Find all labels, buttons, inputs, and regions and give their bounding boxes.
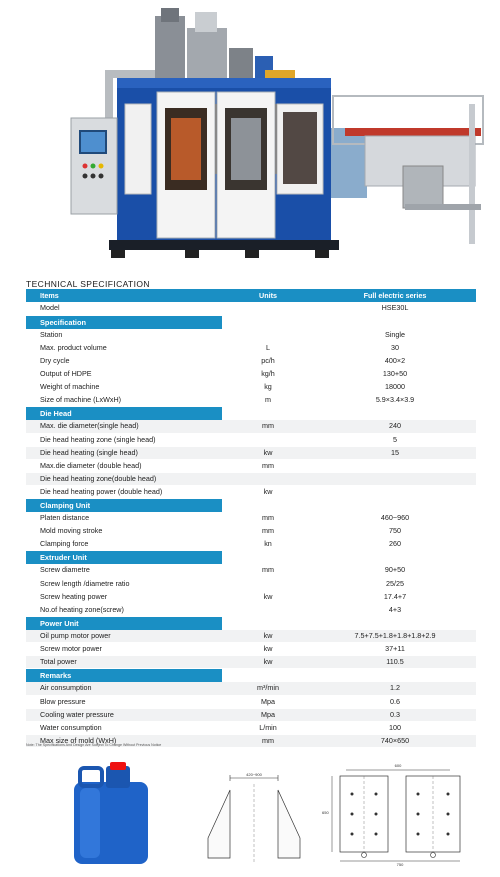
- row-item: Blow pressure: [26, 695, 222, 708]
- row-value: 100: [314, 721, 476, 734]
- dim-top-label: 420~900: [246, 772, 262, 777]
- row-item: Air consumption: [26, 682, 222, 695]
- row-unit: mm: [222, 420, 314, 433]
- row-value: 25/25: [314, 577, 476, 590]
- row-item: Max.die diameter (double head): [26, 459, 222, 472]
- canister-photo: [66, 760, 156, 866]
- row-unit: kw: [222, 485, 314, 498]
- table-row: [26, 459, 476, 472]
- header-units: Units: [222, 289, 314, 302]
- table-row: [26, 682, 476, 695]
- row-item: Total power: [26, 656, 222, 669]
- row-value: 0.3: [314, 708, 476, 721]
- row-value: 740×650: [314, 734, 476, 747]
- section-heading: Extruder Unit: [26, 551, 222, 564]
- row-item: Max. die diameter(single head): [26, 420, 222, 433]
- row-item: Cooling water pressure: [26, 708, 222, 721]
- header-items: Items: [26, 289, 222, 302]
- row-unit: Mpa: [222, 695, 314, 708]
- row-value: 17.4+7: [314, 590, 476, 603]
- table-row: [26, 603, 476, 616]
- row-unit: [222, 433, 314, 446]
- row-unit: L: [222, 342, 314, 355]
- row-unit: mm: [222, 512, 314, 525]
- row-unit: L/min: [222, 721, 314, 734]
- dim-side-label: 650: [322, 810, 329, 815]
- row-value: 460~960: [314, 512, 476, 525]
- row-item: Weight of machine: [26, 381, 222, 394]
- row-value: 30: [314, 342, 476, 355]
- table-row: [26, 329, 476, 342]
- row-unit: [222, 577, 314, 590]
- row-unit: kw: [222, 630, 314, 643]
- table-row: [26, 446, 476, 459]
- section-heading: Specification: [26, 316, 222, 329]
- row-value: [314, 485, 476, 498]
- row-value: 5: [314, 433, 476, 446]
- row-value: Single: [314, 329, 476, 342]
- section-heading: Remarks: [26, 669, 222, 682]
- mold-drawing-front: [318, 762, 476, 866]
- table-row: [26, 590, 476, 603]
- table-row: [26, 525, 476, 538]
- row-unit: kw: [222, 590, 314, 603]
- row-value: 400×2: [314, 355, 476, 368]
- row-unit: m³/min: [222, 682, 314, 695]
- section-row: [26, 669, 476, 683]
- row-unit: mm: [222, 564, 314, 577]
- row-item: Size of machine (LxWxH): [26, 394, 222, 407]
- row-unit: [222, 472, 314, 485]
- table-row: [26, 368, 476, 381]
- table-row: [26, 381, 476, 394]
- table-row: [26, 342, 476, 355]
- dim-bottom-label: 750: [396, 862, 404, 866]
- row-item: Oil pump motor power: [26, 630, 222, 643]
- spec-header-row: [26, 289, 476, 302]
- row-value: 1.2: [314, 682, 476, 695]
- row-value: 7.5+7.5+1.8+1.8+1.8+2.9: [314, 630, 476, 643]
- row-item: Max size of mold (WxH): [26, 734, 222, 747]
- row-unit: kg/h: [222, 368, 314, 381]
- row-unit: mm: [222, 459, 314, 472]
- row-value: 5.9×3.4×3.9: [314, 394, 476, 407]
- row-unit: kw: [222, 656, 314, 669]
- row-item: Output of HDPE: [26, 368, 222, 381]
- section-row: [26, 616, 476, 630]
- row-item: Die head heating zone(double head): [26, 472, 222, 485]
- row-value: 0.6: [314, 695, 476, 708]
- row-item: Die head heating (single head): [26, 446, 222, 459]
- row-item: Die head heating power (double head): [26, 485, 222, 498]
- table-row: [26, 721, 476, 734]
- table-row: [26, 394, 476, 407]
- row-item: Die head heating zone (single head): [26, 433, 222, 446]
- row-unit: Mpa: [222, 708, 314, 721]
- row-item: Mold moving stroke: [26, 525, 222, 538]
- table-row-model: [26, 302, 476, 315]
- row-value: [314, 472, 476, 485]
- section-heading: Clamping Unit: [26, 499, 222, 512]
- row-value: 4+3: [314, 603, 476, 616]
- row-value: 750: [314, 525, 476, 538]
- table-row: [26, 538, 476, 551]
- mold-drawing-side: [200, 768, 308, 864]
- row-item: Dry cycle: [26, 355, 222, 368]
- row-item: No.of heating zone(screw): [26, 603, 222, 616]
- row-item: Max. product volume: [26, 342, 222, 355]
- dim-width-label: 600: [394, 763, 402, 768]
- table-row: [26, 656, 476, 669]
- row-unit: pc/h: [222, 355, 314, 368]
- row-item: Screw diametre: [26, 564, 222, 577]
- header-series: Full electric series: [314, 289, 476, 302]
- row-unit: mm: [222, 525, 314, 538]
- table-row: [26, 564, 476, 577]
- table-row: [26, 420, 476, 433]
- machine-photo: [65, 8, 495, 270]
- section-row: [26, 498, 476, 512]
- row-item: Screw heating power: [26, 590, 222, 603]
- row-value: 90+50: [314, 564, 476, 577]
- row-value: [314, 459, 476, 472]
- row-value: 37+11: [314, 643, 476, 656]
- row-item: Platen distance: [26, 512, 222, 525]
- spec-title: TECHNICAL SPECIFICATION: [26, 279, 150, 289]
- row-unit: m: [222, 394, 314, 407]
- section-heading: Power Unit: [26, 617, 222, 630]
- row-item: Water consumption: [26, 721, 222, 734]
- row-value: 260: [314, 538, 476, 551]
- table-row: [26, 355, 476, 368]
- spec-note: Note: The Specifications And Design Are Subject To Change Without Previous Notice: [26, 743, 162, 747]
- table-row: [26, 485, 476, 498]
- section-row: [26, 407, 476, 421]
- row-unit: [222, 302, 314, 315]
- table-row: [26, 695, 476, 708]
- spec-table: [26, 289, 476, 748]
- row-unit: kw: [222, 446, 314, 459]
- table-row: [26, 630, 476, 643]
- row-unit: kg: [222, 381, 314, 394]
- row-value: 130+50: [314, 368, 476, 381]
- table-row: [26, 472, 476, 485]
- row-value: 240: [314, 420, 476, 433]
- table-row: [26, 433, 476, 446]
- row-unit: kn: [222, 538, 314, 551]
- row-item: Screw motor power: [26, 643, 222, 656]
- row-value: 15: [314, 446, 476, 459]
- row-unit: mm: [222, 734, 314, 747]
- section-heading: Die Head: [26, 407, 222, 420]
- row-item: Clamping force: [26, 538, 222, 551]
- row-unit: [222, 329, 314, 342]
- section-row: [26, 551, 476, 565]
- row-value: 110.5: [314, 656, 476, 669]
- table-row: [26, 577, 476, 590]
- row-value: 18000: [314, 381, 476, 394]
- row-item: Station: [26, 329, 222, 342]
- table-row: [26, 512, 476, 525]
- section-row: [26, 315, 476, 329]
- row-unit: kw: [222, 643, 314, 656]
- row-unit: [222, 603, 314, 616]
- table-row: [26, 643, 476, 656]
- row-value: HSE30L: [314, 302, 476, 315]
- table-row: [26, 708, 476, 721]
- row-item: Model: [26, 302, 222, 315]
- row-item: Screw length /diametre ratio: [26, 577, 222, 590]
